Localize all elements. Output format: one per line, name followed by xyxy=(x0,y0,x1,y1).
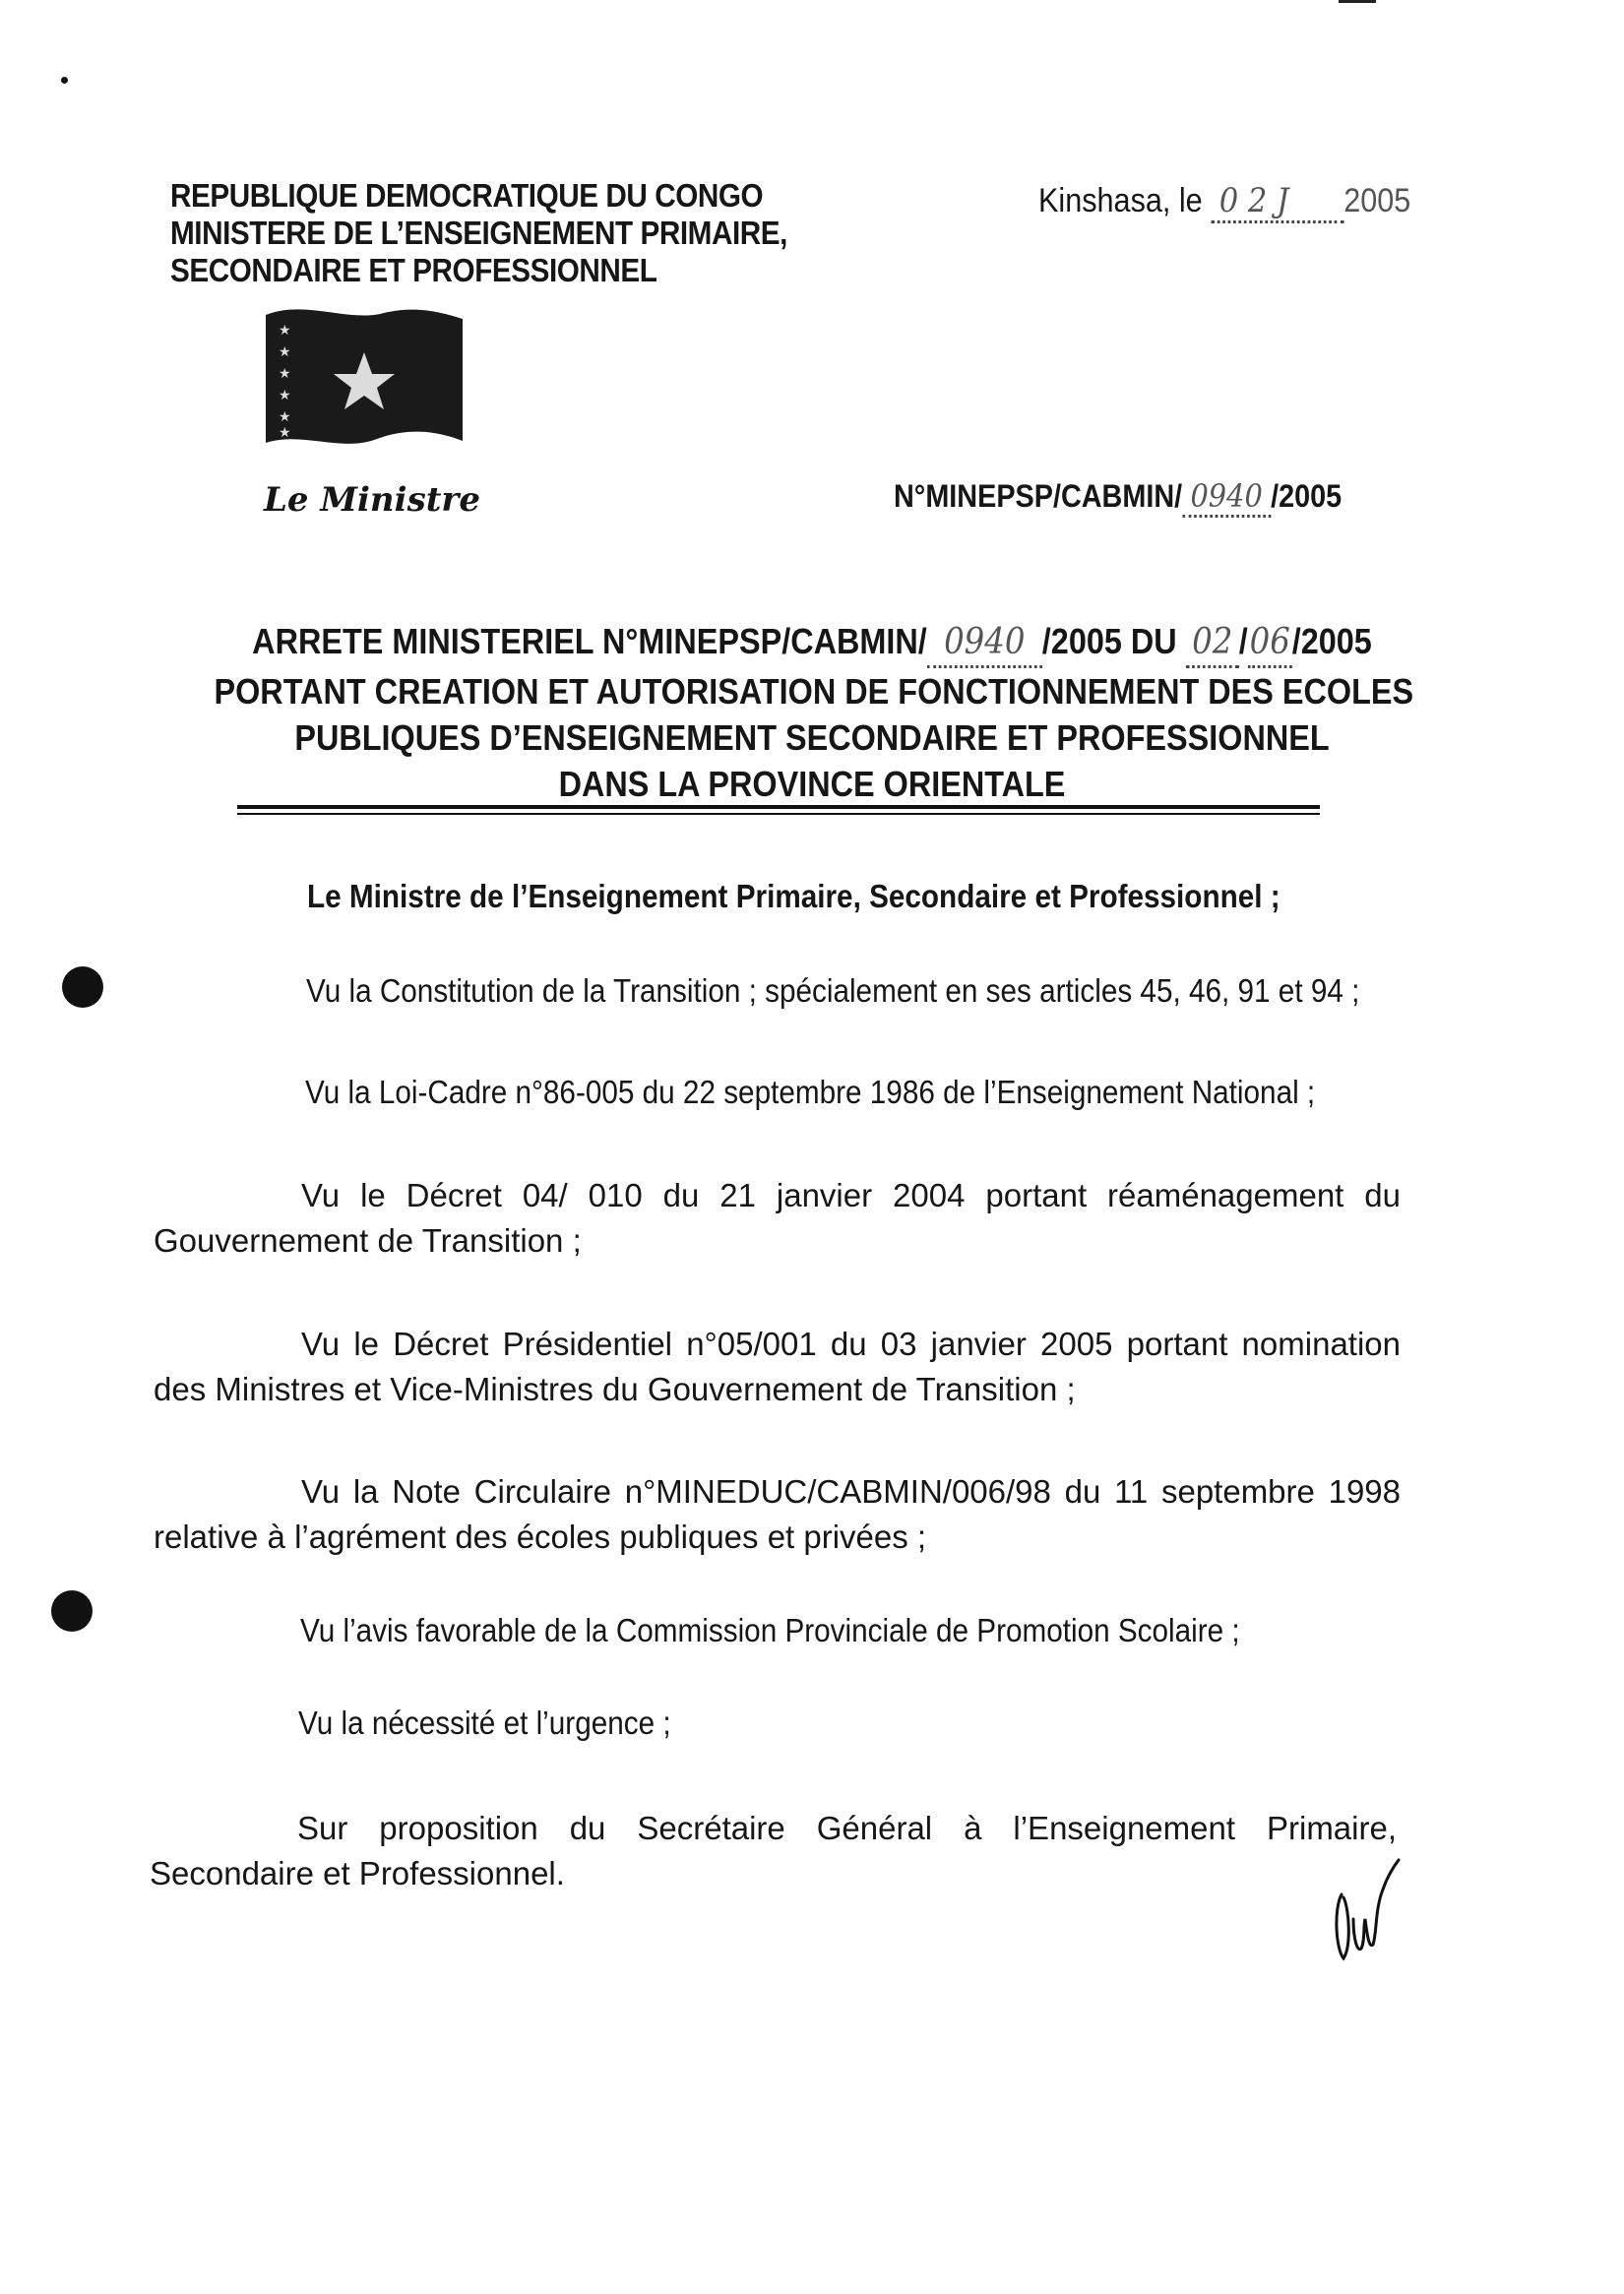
date-handwritten: 0 2 J xyxy=(1218,181,1289,220)
vu-decret-2004-text: Vu le Décret 04/ 010 du 21 janvier 2004 portant réaménagement du Gouvernement de Transition ; xyxy=(154,1177,1401,1259)
le-ministre-label: Le Ministre xyxy=(264,480,480,520)
svg-text:★: ★ xyxy=(279,388,291,403)
intro-line: Le Ministre de l’Enseignement Primaire, Secondaire et Professionnel ; xyxy=(307,878,1280,914)
vu-loi-cadre: Vu la Loi-Cadre n°86-005 du 22 septembre 1986 de l’Enseignement National ; xyxy=(305,1074,1316,1110)
vu-decret-2004 xyxy=(154,1173,1401,1264)
title-month-fill xyxy=(1248,618,1292,668)
reference-number xyxy=(894,477,1342,518)
vu-decret-presidentiel xyxy=(154,1322,1401,1412)
document-title xyxy=(148,618,1476,807)
top-right-mark xyxy=(1339,0,1376,3)
title-day-handwritten: 02 xyxy=(1192,622,1233,662)
sur-proposition-text: Sur proposition du Secrétaire Général à l’Enseignement Primaire, Secondaire et Professionnel. xyxy=(150,1810,1397,1891)
reference-fill xyxy=(1182,477,1271,518)
header-line-country: REPUBLIQUE DEMOCRATIQUE DU CONGO xyxy=(170,177,764,214)
scan-speck xyxy=(61,77,68,84)
header-line-ministry: MINISTERE DE L’ENSEIGNEMENT PRIMAIRE, xyxy=(170,215,787,251)
title-line-3: PUBLIQUES D’ENSEIGNEMENT SECONDAIRE ET PROFESSIONNEL xyxy=(294,717,1330,758)
title-date-sep: / xyxy=(1238,621,1248,661)
vu-constitution: Vu la Constitution de la Transition ; spécialement en ses articles 45, 46, 91 et 94 ; xyxy=(306,972,1360,1009)
title-rule-thin xyxy=(237,813,1320,815)
svg-text:★: ★ xyxy=(279,425,291,441)
vu-necessite: Vu la nécessité et l’urgence ; xyxy=(298,1705,671,1741)
svg-text:★: ★ xyxy=(279,323,291,339)
vu-note-circulaire xyxy=(154,1469,1401,1560)
initials-signature xyxy=(1324,1850,1403,1978)
date-fill xyxy=(1211,181,1343,223)
title-year: /2005 xyxy=(1291,621,1372,661)
title-line-2: PORTANT CREATION ET AUTORISATION DE FONCTIONNEMENT DES ECOLES xyxy=(214,671,1414,712)
reference-handwritten: 0940 xyxy=(1190,477,1263,515)
vu-avis-favorable: Vu l’avis favorable de la Commission Provinciale de Promotion Scolaire ; xyxy=(300,1612,1240,1648)
vu-decret-presidentiel-text: Vu le Décret Présidentiel n°05/001 du 03 janvier 2005 portant nomination des Ministres et Vice-Ministres du Gouvernement de Transition ; xyxy=(154,1326,1401,1407)
date-line xyxy=(1038,181,1410,223)
sur-proposition xyxy=(150,1806,1397,1896)
title-ref-fill xyxy=(927,618,1042,668)
header-line-ministry-cont: SECONDAIRE ET PROFESSIONNEL xyxy=(170,252,657,288)
title-day-fill xyxy=(1186,618,1239,668)
punch-hole-bottom xyxy=(51,1590,93,1632)
punch-hole-top xyxy=(62,966,103,1008)
reference-suffix: /2005 xyxy=(1271,478,1343,514)
title-rule-thick xyxy=(237,805,1320,809)
svg-text:★: ★ xyxy=(279,366,291,382)
title-ref-mid: /2005 DU xyxy=(1041,621,1177,661)
svg-text:★: ★ xyxy=(279,344,291,360)
date-prefix: Kinshasa, le xyxy=(1038,182,1203,219)
title-ref-prefix: ARRETE MINISTERIEL N°MINEPSP/CABMIN/ xyxy=(252,621,927,661)
svg-text:★: ★ xyxy=(279,409,291,425)
vu-note-circulaire-text: Vu la Note Circulaire n°MINEDUC/CABMIN/006/98 du 11 septembre 1998 relative à l’agrément des écoles publiques et privées ; xyxy=(154,1473,1401,1555)
title-month-handwritten: 06 xyxy=(1249,622,1290,662)
letterhead xyxy=(170,177,856,289)
reference-prefix: N°MINEPSP/CABMIN/ xyxy=(894,478,1183,514)
date-year: 2005 xyxy=(1343,182,1411,219)
title-line-1 xyxy=(215,618,1410,668)
drc-flag-icon xyxy=(261,305,468,463)
title-line-4: DANS LA PROVINCE ORIENTALE xyxy=(558,764,1066,804)
title-ref-handwritten: 0940 xyxy=(944,622,1026,662)
